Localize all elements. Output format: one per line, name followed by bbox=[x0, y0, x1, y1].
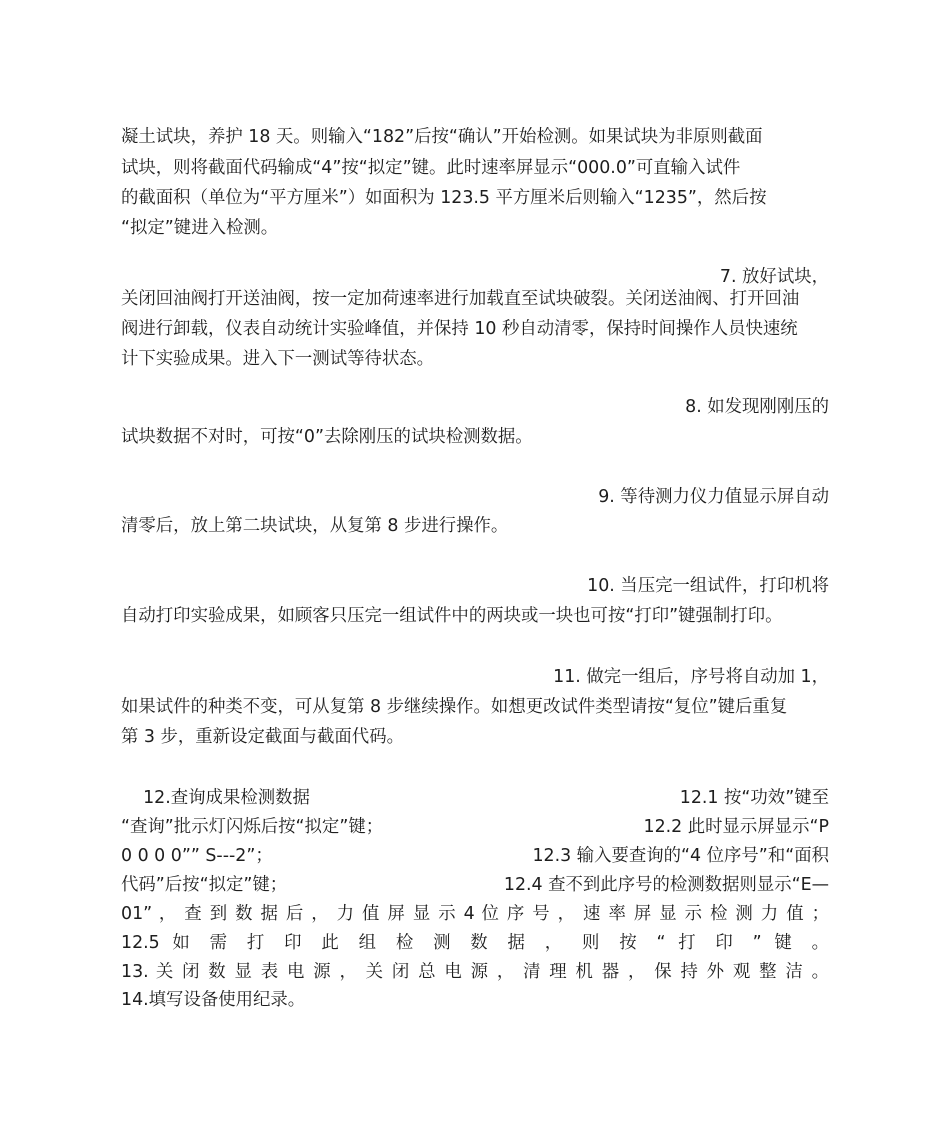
step-11-heading: 11. 做完一组后，序号将自动加 1， bbox=[553, 667, 829, 687]
paragraph-line: 试块数据不对时，可按“0”去除刚压的试块检测数据。 bbox=[121, 427, 533, 447]
query-text-right: 12.2 此时显示屏显示“P bbox=[643, 817, 829, 837]
query-line bbox=[121, 841, 829, 871]
step-10-heading: 10. 当压完一组试件，打印机将 bbox=[587, 576, 829, 596]
query-line: 12.5 如 需 打 印 此 组 检 测 数 据 ， 则 按 “ 打 印 ” 键 。 bbox=[121, 933, 829, 953]
paragraph-line: 凝土试块，养护 18 天。则输入“182”后按“确认”开始检测。如果试块为非原则截面 bbox=[121, 127, 763, 147]
paragraph-line: 的截面积（单位为“平方厘米”）如面积为 123.5 平方厘米后则输入“1235”，然后按 bbox=[121, 188, 767, 208]
paragraph-line: 试块，则将截面代码输成“4”按“拟定”键。此时速率屏显示“000.0”可直输入试件 bbox=[121, 158, 741, 178]
query-text-left: “查询”批示灯闪烁后按“拟定”键； bbox=[121, 817, 384, 837]
paragraph-line: 阀进行卸载，仪表自动统计实验峰值，并保持 10 秒自动清零，保持时间操作人员快速统 bbox=[121, 319, 798, 339]
query-line: 01” ， 查 到 数 据 后 ， 力 值 屏 显 示 4 位 序 号 ， 速 率 屏 显 示 检 测 力 值 ； bbox=[121, 904, 829, 924]
query-text-left: 12.查询成果检测数据 bbox=[121, 788, 310, 808]
query-text-left: 0 0 0 0”” S---2”； bbox=[121, 846, 273, 866]
paragraph-line: 自动打印实验成果，如顾客只压完一组试件中的两块或一块也可按“打印”键强制打印。 bbox=[121, 606, 783, 626]
paragraph-line: “拟定”键进入检测。 bbox=[121, 218, 279, 238]
step-7-heading: 7. 放好试块， bbox=[719, 267, 829, 287]
step-9-heading: 9. 等待测力仪力值显示屏自动 bbox=[598, 487, 829, 507]
query-text-right: 12.3 输入要查询的“4 位序号”和“面积 bbox=[532, 846, 829, 866]
paragraph-line: 如果试件的种类不变，可从复第 8 步继续操作。如想更改试件类型请按“复位”键后重复 bbox=[121, 697, 788, 717]
paragraph-line: 清零后，放上第二块试块，从复第 8 步进行操作。 bbox=[121, 516, 509, 536]
query-text-right: 12.4 查不到此序号的检测数据则显示“E— bbox=[503, 875, 829, 895]
paragraph-line: 计下实验成果。进入下一测试等待状态。 bbox=[121, 349, 435, 369]
query-line bbox=[121, 812, 829, 842]
step-8-heading: 8. 如发现刚刚压的 bbox=[685, 397, 829, 417]
query-text-left: 代码”后按“拟定”键； bbox=[121, 875, 288, 895]
query-line bbox=[121, 870, 829, 900]
query-text-right: 12.1 按“功效”键至 bbox=[679, 788, 829, 808]
query-line: 13. 关 闭 数 显 表 电 源 ， 关 闭 总 电 源 ， 清 理 机 器 ， 保 持 外 观 整 洁 。 bbox=[121, 962, 829, 982]
query-line bbox=[121, 783, 829, 813]
paragraph-line: 第 3 步，重新设定截面与截面代码。 bbox=[121, 727, 404, 747]
paragraph-line: 关闭回油阀打开送油阀，按一定加荷速率进行加载直至试块破裂。关闭送油阀、打开回油 bbox=[121, 289, 800, 309]
query-line: 14.填写设备使用纪录。 bbox=[121, 990, 306, 1010]
